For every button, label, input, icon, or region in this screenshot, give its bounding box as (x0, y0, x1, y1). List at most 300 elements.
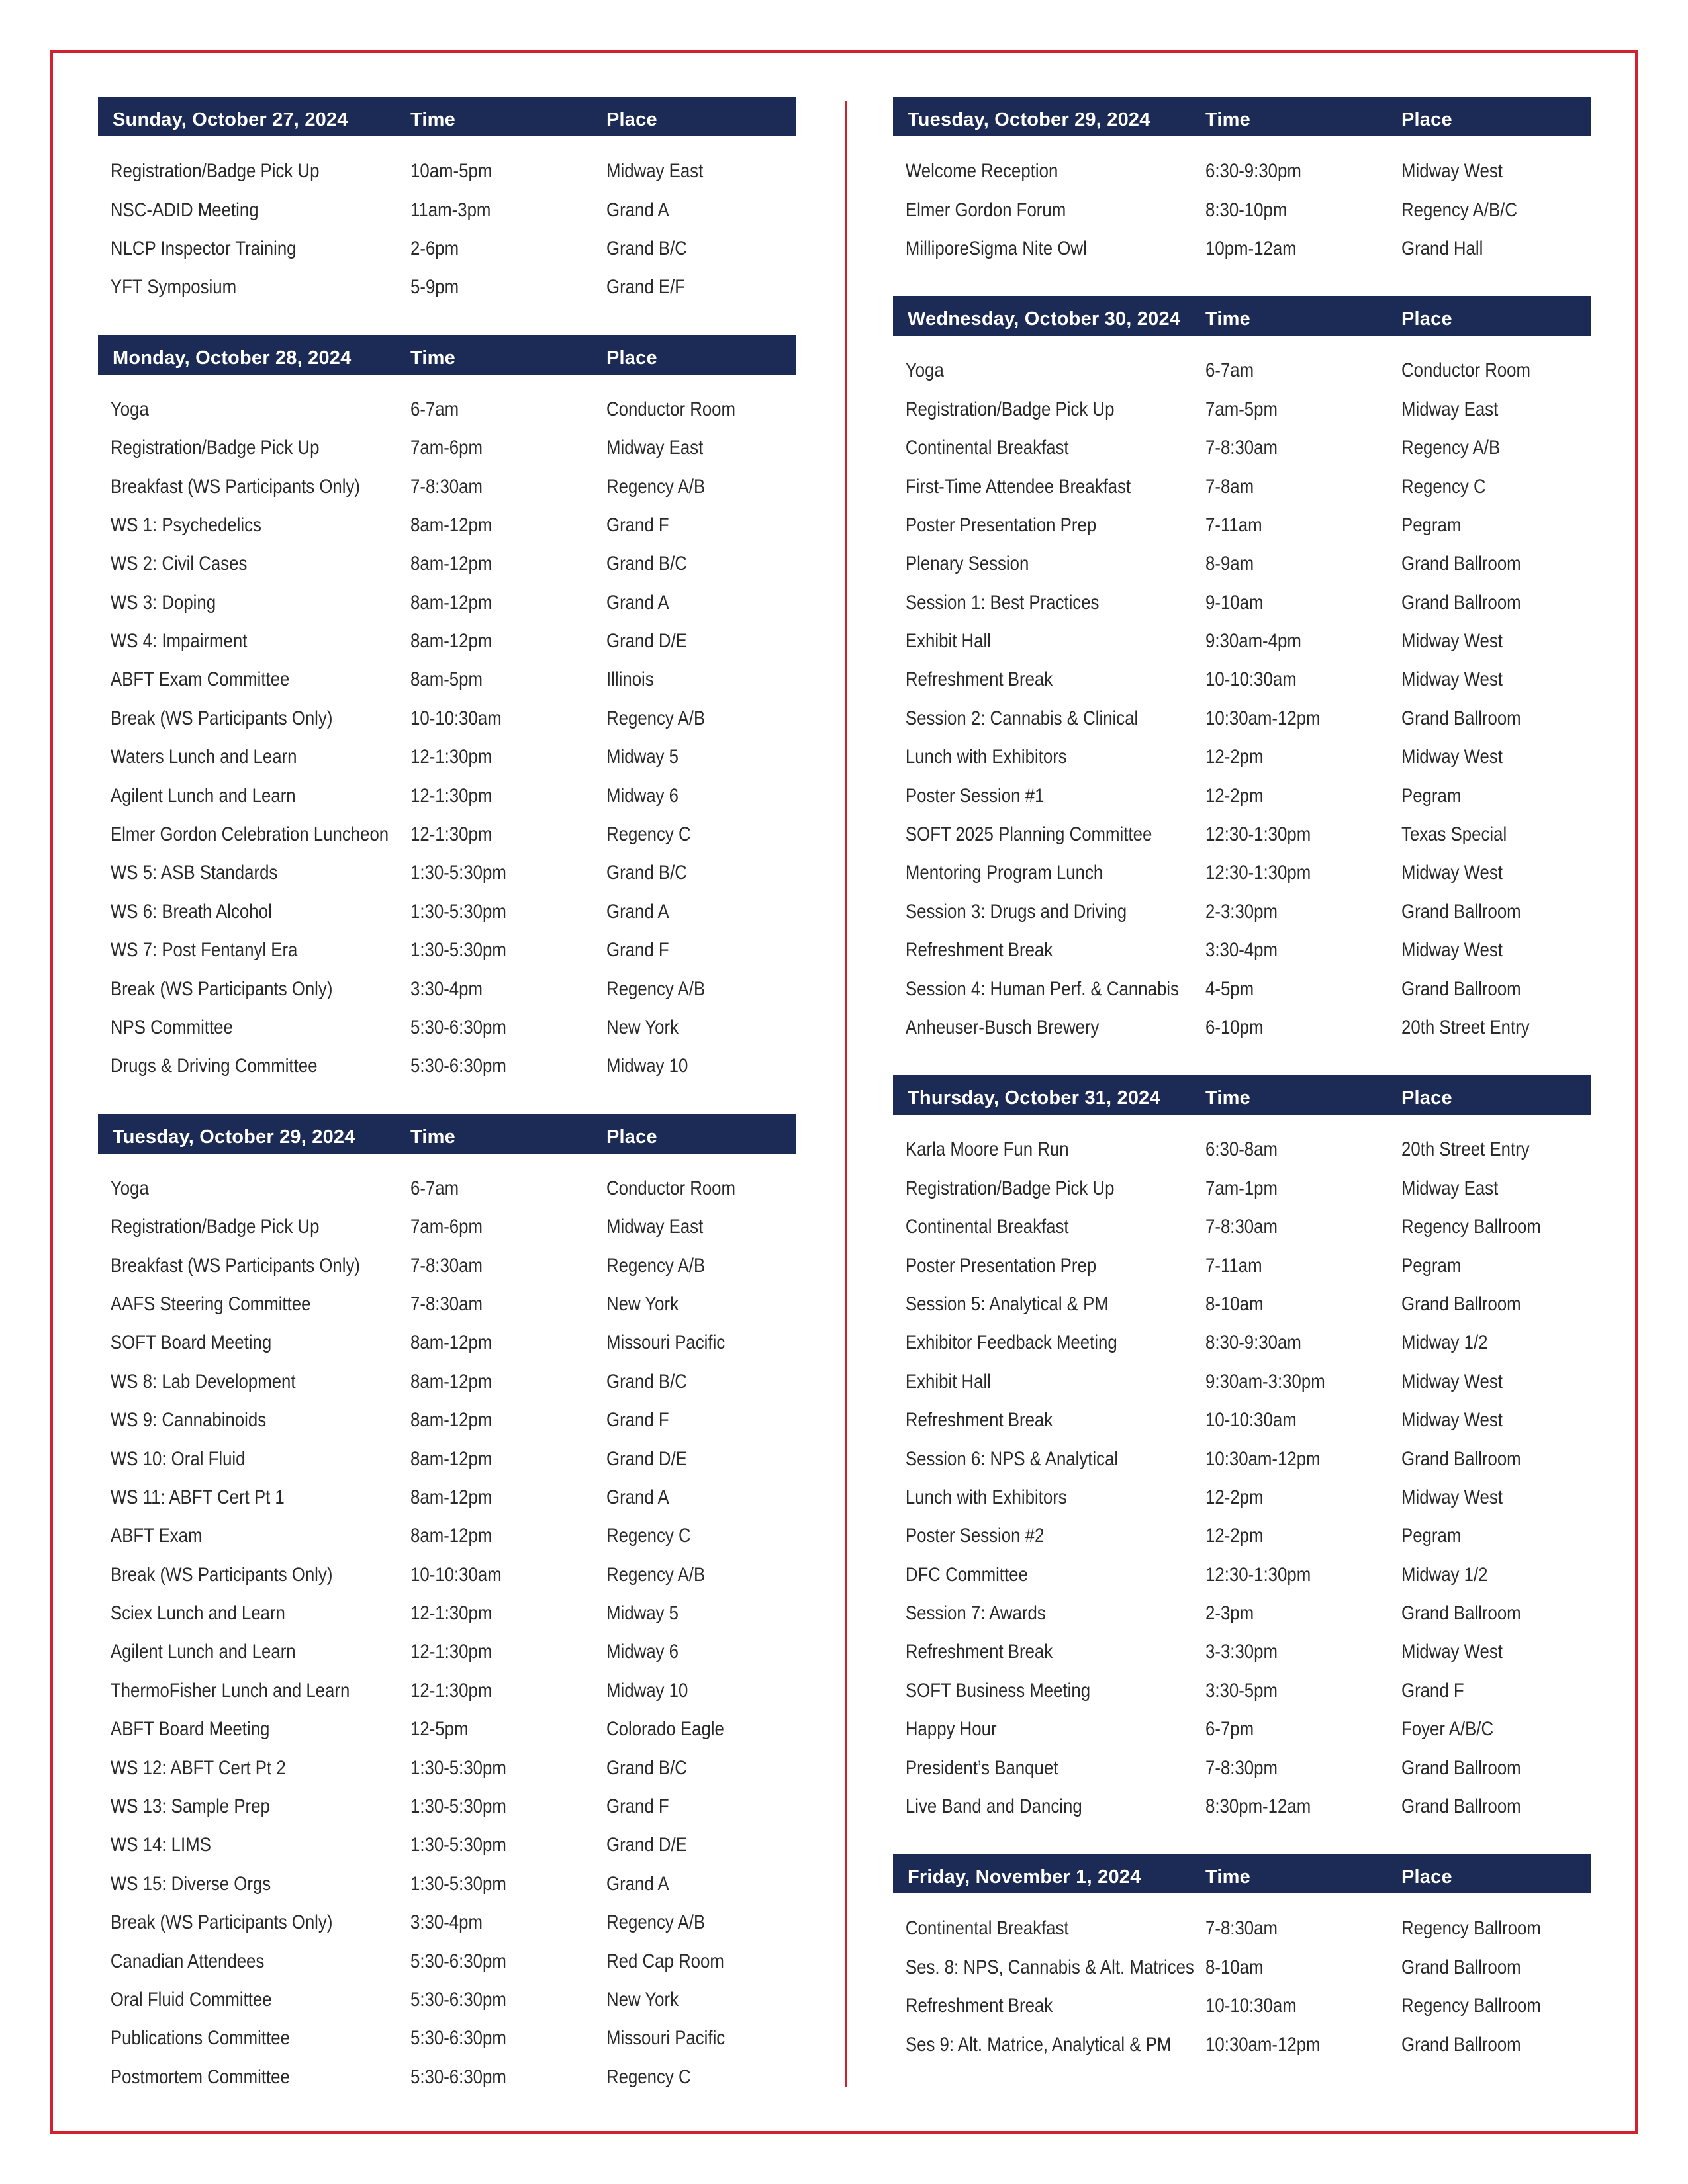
event-place: Grand Ballroom (1401, 707, 1521, 729)
event-time: 8am-12pm (410, 1332, 492, 1354)
event-time: 1:30-5:30pm (410, 862, 506, 884)
schedule-row (98, 1594, 796, 1633)
schedule-day-section (98, 1114, 796, 2097)
event-time: 6-7am (410, 398, 459, 420)
event-place: 20th Street Entry (1401, 1017, 1530, 1038)
event-name: Ses. 8: NPS, Cannabis & Alt. Matrices (905, 1956, 1194, 1978)
schedule-row (98, 191, 796, 229)
schedule-day-section (893, 296, 1591, 1047)
event-name: Agilent Lunch and Learn (110, 1641, 296, 1663)
schedule-row (893, 1556, 1591, 1594)
event-time: 12:30-1:30pm (1205, 862, 1311, 884)
event-time: 12-2pm (1205, 1525, 1264, 1547)
event-place: Grand A (606, 1486, 669, 1508)
place-column-header: Place (606, 1126, 657, 1148)
schedule-row (98, 660, 796, 699)
event-place: Regency A/B/C (1401, 199, 1517, 221)
event-name: Karla Moore Fun Run (905, 1138, 1069, 1161)
schedule-row (98, 1556, 796, 1594)
event-place: Midway West (1401, 862, 1503, 884)
event-name: SOFT Board Meeting (110, 1332, 272, 1354)
event-name: SOFT Business Meeting (905, 1679, 1091, 1702)
event-time: 5-9pm (410, 276, 459, 298)
schedule-row (893, 2025, 1591, 2064)
event-place: Midway East (1401, 398, 1499, 420)
schedule-row (98, 622, 796, 660)
schedule-row (893, 1633, 1591, 1671)
event-time: 10:30am-12pm (1205, 1447, 1321, 1470)
event-time: 8am-5pm (410, 668, 483, 691)
event-name: Happy Hour (905, 1718, 997, 1741)
event-time: 1:30-5:30pm (410, 1756, 506, 1779)
event-name: Exhibit Hall (905, 1370, 991, 1392)
event-place: Grand Ballroom (1401, 1756, 1521, 1779)
schedule-row (98, 1439, 796, 1478)
event-time: 8am-12pm (410, 1409, 492, 1432)
event-place: Midway 5 (606, 1602, 679, 1625)
event-name: Anheuser-Busch Brewery (905, 1017, 1100, 1038)
event-name: Session 1: Best Practices (905, 591, 1100, 614)
event-name: Session 4: Human Perf. & Cannabis (905, 978, 1179, 1000)
event-time: 7am-6pm (410, 1216, 483, 1238)
schedule-day-section (893, 97, 1591, 268)
event-time: 10-10:30am (1205, 1409, 1297, 1432)
event-time: 7-8am (1205, 475, 1254, 498)
event-time: 8am-12pm (410, 1447, 492, 1470)
event-place: New York (606, 1293, 679, 1315)
event-place: Grand D/E (606, 1834, 687, 1856)
event-place: Missouri Pacific (606, 2027, 726, 2050)
event-time: 8:30-10pm (1205, 199, 1288, 221)
event-name: Continental Breakfast (905, 437, 1069, 459)
schedule-row (893, 1749, 1591, 1787)
schedule-row (98, 268, 796, 306)
schedule-row (893, 1401, 1591, 1439)
event-time: 7am-1pm (1205, 1177, 1278, 1199)
schedule-row (98, 738, 796, 776)
event-place: Pegram (1401, 1525, 1462, 1547)
event-place: Grand Ballroom (1401, 900, 1521, 923)
time-column-header: Time (410, 347, 455, 369)
event-name: Registration/Badge Pick Up (110, 437, 320, 459)
event-time: 8:30-9:30am (1205, 1332, 1301, 1354)
event-place: Regency A/B (606, 707, 706, 729)
event-place: Grand F (606, 1409, 669, 1432)
event-place: Midway East (606, 160, 704, 183)
schedule-row (98, 1517, 796, 1555)
event-place: Grand F (606, 1796, 669, 1818)
event-name: Session 3: Drugs and Driving (905, 900, 1127, 923)
event-time: 3:30-4pm (410, 978, 483, 1000)
schedule-row (98, 390, 796, 429)
event-time: 8-10am (1205, 1293, 1264, 1315)
event-name: Refreshment Break (905, 1409, 1053, 1432)
schedule-row (98, 1047, 796, 1085)
schedule-row (893, 152, 1591, 191)
schedule-row (893, 660, 1591, 699)
event-time: 6:30-8am (1205, 1138, 1278, 1161)
schedule-row (893, 622, 1591, 660)
day-header (98, 335, 796, 375)
event-place: Midway West (1401, 746, 1503, 768)
event-name: ABFT Exam Committee (110, 668, 290, 691)
schedule-row (893, 1363, 1591, 1401)
event-place: New York (606, 1017, 679, 1038)
event-name: Refreshment Break (905, 668, 1053, 691)
schedule-row (893, 545, 1591, 583)
place-column-header: Place (1401, 308, 1452, 330)
day-header (893, 1854, 1591, 1893)
schedule-row (893, 854, 1591, 892)
schedule-row (893, 970, 1591, 1008)
day-header (98, 97, 796, 136)
event-time: 8am-12pm (410, 630, 492, 653)
event-name: Waters Lunch and Learn (110, 746, 297, 768)
event-place: Midway West (1401, 160, 1503, 183)
event-name: Postmortem Committee (110, 2066, 290, 2088)
event-name: WS 4: Impairment (110, 630, 248, 653)
event-place: Regency A/B (606, 1911, 706, 1934)
event-time: 12-1:30pm (410, 784, 492, 807)
event-name: Agilent Lunch and Learn (110, 784, 296, 807)
schedule-row (893, 1517, 1591, 1555)
time-column-header: Time (1205, 1087, 1250, 1109)
event-place: Grand F (1401, 1679, 1464, 1702)
event-place: Midway West (1401, 1641, 1503, 1663)
event-time: 2-3pm (1205, 1602, 1254, 1625)
schedule-row (98, 1285, 796, 1324)
event-time: 12-1:30pm (410, 1679, 492, 1702)
event-place: Regency C (1401, 475, 1486, 498)
event-name: WS 5: ASB Standards (110, 862, 278, 884)
schedule-row (893, 1324, 1591, 1362)
day-title: Tuesday, October 29, 2024 (113, 1126, 355, 1148)
event-name: WS 7: Post Fentanyl Era (110, 939, 298, 962)
day-title: Friday, November 1, 2024 (908, 1866, 1141, 1888)
schedule-row (98, 893, 796, 931)
event-name: Session 7: Awards (905, 1602, 1046, 1625)
event-place: Conductor Room (606, 1177, 736, 1199)
event-time: 12-5pm (410, 1718, 469, 1741)
place-column-header: Place (606, 347, 657, 369)
schedule-row (98, 1710, 796, 1749)
schedule-day-section (893, 1075, 1591, 1826)
event-time: 12:30-1:30pm (1205, 1563, 1311, 1586)
schedule-row (893, 700, 1591, 738)
event-time: 3:30-5pm (1205, 1679, 1278, 1702)
day-title: Wednesday, October 30, 2024 (908, 308, 1181, 330)
event-place: Midway West (1401, 630, 1503, 653)
time-column-header: Time (1205, 109, 1250, 130)
event-name: Break (WS Participants Only) (110, 707, 333, 729)
day-header (893, 296, 1591, 336)
event-time: 4-5pm (1205, 978, 1254, 1000)
event-place: Midway 5 (606, 746, 679, 768)
schedule-row (893, 1479, 1591, 1517)
event-name: WS 15: Diverse Orgs (110, 1872, 271, 1895)
event-time: 2-6pm (410, 237, 459, 259)
schedule-row (98, 1826, 796, 1864)
event-time: 8:30pm-12am (1205, 1796, 1311, 1818)
event-place: Midway West (1401, 939, 1503, 962)
event-place: Grand Ballroom (1401, 1293, 1521, 1315)
event-name: Oral Fluid Committee (110, 1988, 272, 2011)
schedule-row (893, 1710, 1591, 1749)
schedule-row (893, 1130, 1591, 1169)
event-name: YFT Symposium (110, 276, 237, 298)
event-name: Break (WS Participants Only) (110, 1911, 333, 1934)
event-name: ThermoFisher Lunch and Learn (110, 1679, 350, 1702)
event-place: Grand Ballroom (1401, 1796, 1521, 1818)
event-time: 12-1:30pm (410, 1602, 492, 1625)
event-place: Midway West (1401, 668, 1503, 691)
event-time: 8am-12pm (410, 1370, 492, 1392)
schedule-row (98, 815, 796, 854)
schedule-row (893, 738, 1591, 776)
event-place: Pegram (1401, 514, 1462, 536)
event-place: Regency Ballroom (1401, 1917, 1541, 1940)
event-name: WS 10: Oral Fluid (110, 1447, 246, 1470)
event-name: NLCP Inspector Training (110, 237, 297, 259)
event-time: 8am-12pm (410, 514, 492, 536)
schedule-row (98, 429, 796, 467)
time-column-header: Time (410, 1126, 455, 1148)
event-time: 12:30-1:30pm (1205, 823, 1311, 846)
schedule-column-right (893, 97, 1591, 2092)
event-time: 9:30am-3:30pm (1205, 1370, 1325, 1392)
event-name: Continental Breakfast (905, 1917, 1069, 1940)
event-place: Regency C (606, 2066, 691, 2088)
schedule-row (98, 1865, 796, 1903)
event-time: 5:30-6:30pm (410, 1055, 506, 1077)
column-divider (845, 101, 847, 2087)
schedule-row (893, 584, 1591, 622)
event-time: 10-10:30am (1205, 668, 1297, 691)
event-name: Continental Breakfast (905, 1216, 1069, 1238)
event-place: Colorado Eagle (606, 1718, 724, 1741)
event-name: WS 13: Sample Prep (110, 1796, 270, 1818)
schedule-row (98, 1246, 796, 1285)
event-place: Midway 1/2 (1401, 1332, 1488, 1354)
schedule-row (893, 1788, 1591, 1826)
schedule-row (98, 1788, 796, 1826)
event-name: WS 8: Lab Development (110, 1370, 296, 1392)
event-name: Refreshment Break (905, 939, 1053, 962)
event-name: Elmer Gordon Celebration Luncheon (110, 823, 389, 846)
event-time: 7-8:30am (410, 475, 483, 498)
event-name: Breakfast (WS Participants Only) (110, 1254, 361, 1277)
event-place: Midway West (1401, 1409, 1503, 1432)
event-place: Texas Special (1401, 823, 1507, 846)
schedule-row (893, 815, 1591, 854)
time-column-header: Time (410, 109, 455, 130)
event-place: Grand Ballroom (1401, 1956, 1521, 1978)
event-time: 8am-12pm (410, 1486, 492, 1508)
event-place: Grand Ballroom (1401, 1447, 1521, 1470)
schedule-row (98, 1169, 796, 1208)
event-place: Midway 6 (606, 1641, 679, 1663)
event-place: Midway 6 (606, 784, 679, 807)
place-column-header: Place (606, 109, 657, 130)
event-name: WS 6: Breath Alcohol (110, 900, 272, 923)
schedule-row (893, 230, 1591, 268)
event-time: 1:30-5:30pm (410, 939, 506, 962)
event-name: Refreshment Break (905, 1641, 1053, 1663)
schedule-row (893, 1246, 1591, 1285)
schedule-row (98, 1401, 796, 1439)
event-time: 7-8:30am (1205, 1216, 1278, 1238)
event-name: Registration/Badge Pick Up (905, 398, 1115, 420)
day-title: Monday, October 28, 2024 (113, 347, 352, 369)
event-name: AAFS Steering Committee (110, 1293, 311, 1315)
event-place: Midway East (606, 1216, 704, 1238)
event-name: WS 12: ABFT Cert Pt 2 (110, 1756, 286, 1779)
event-name: Registration/Badge Pick Up (905, 1177, 1115, 1199)
event-time: 8-10am (1205, 1956, 1264, 1978)
event-place: Grand B/C (606, 1756, 687, 1779)
event-place: Illinois (606, 668, 654, 691)
event-time: 6:30-9:30pm (1205, 160, 1301, 183)
event-time: 1:30-5:30pm (410, 1796, 506, 1818)
schedule-row (893, 390, 1591, 429)
event-time: 10am-5pm (410, 160, 492, 183)
event-place: Midway East (1401, 1177, 1499, 1199)
event-time: 12-2pm (1205, 784, 1264, 807)
event-name: Yoga (905, 359, 944, 382)
event-name: Registration/Badge Pick Up (110, 160, 320, 183)
schedule-row (98, 1942, 796, 1980)
event-name: Poster Presentation Prep (905, 514, 1097, 536)
event-name: Break (WS Participants Only) (110, 978, 333, 1000)
event-time: 7-11am (1205, 514, 1262, 536)
day-title: Tuesday, October 29, 2024 (908, 109, 1150, 130)
event-time: 12-1:30pm (410, 746, 492, 768)
event-name: Session 2: Cannabis & Clinical (905, 707, 1139, 729)
event-name: SOFT 2025 Planning Committee (905, 823, 1152, 846)
event-place: Grand Ballroom (1401, 1602, 1521, 1625)
event-name: Exhibitor Feedback Meeting (905, 1332, 1117, 1354)
event-name: WS 2: Civil Cases (110, 553, 248, 575)
schedule-row (893, 893, 1591, 931)
event-place: Grand Ballroom (1401, 553, 1521, 575)
event-name: Yoga (110, 398, 149, 420)
event-place: Foyer A/B/C (1401, 1718, 1494, 1741)
schedule-row (893, 1009, 1591, 1047)
schedule-row (98, 2058, 796, 2097)
event-time: 7-8:30am (410, 1293, 483, 1315)
event-time: 12-1:30pm (410, 823, 492, 846)
event-place: Midway West (1401, 1486, 1503, 1508)
event-place: Regency A/B (606, 1254, 706, 1277)
event-time: 7-8:30am (410, 1254, 483, 1277)
schedule-row (98, 1208, 796, 1246)
event-place: Regency C (606, 823, 691, 846)
event-place: Grand Hall (1401, 237, 1483, 259)
schedule-row (893, 776, 1591, 815)
schedule-row (98, 230, 796, 268)
schedule-row (98, 545, 796, 583)
event-time: 9-10am (1205, 591, 1264, 614)
event-name: NSC-ADID Meeting (110, 199, 259, 221)
event-time: 7am-5pm (1205, 398, 1278, 420)
event-place: Grand A (606, 199, 669, 221)
event-place: Pegram (1401, 784, 1462, 807)
place-column-header: Place (1401, 109, 1452, 130)
event-place: Midway 10 (606, 1679, 688, 1702)
schedule-row (98, 467, 796, 506)
event-place: New York (606, 1988, 679, 2011)
event-place: Grand Ballroom (1401, 591, 1521, 614)
schedule-row (893, 1594, 1591, 1633)
day-header (893, 1075, 1591, 1115)
schedule-row (98, 506, 796, 545)
event-place: Red Cap Room (606, 1950, 724, 1972)
schedule-day-section (893, 1854, 1591, 2064)
day-title: Sunday, October 27, 2024 (113, 109, 348, 130)
event-time: 3-3:30pm (1205, 1641, 1278, 1663)
event-name: Ses 9: Alt. Matrice, Analytical & PM (905, 2033, 1172, 2056)
place-column-header: Place (1401, 1866, 1452, 1888)
schedule-row (893, 191, 1591, 229)
schedule-row (98, 931, 796, 970)
schedule-row (893, 1439, 1591, 1478)
schedule-row (893, 351, 1591, 390)
event-time: 5:30-6:30pm (410, 2027, 506, 2050)
schedule-row (98, 1981, 796, 2019)
event-time: 5:30-6:30pm (410, 1988, 506, 2011)
event-time: 9:30am-4pm (1205, 630, 1301, 653)
schedule-row (98, 776, 796, 815)
schedule-row (893, 1987, 1591, 2025)
event-place: Grand A (606, 1872, 669, 1895)
event-place: Midway 10 (606, 1055, 688, 1077)
event-place: Grand B/C (606, 237, 687, 259)
event-place: Grand A (606, 900, 669, 923)
schedule-row (98, 1479, 796, 1517)
event-time: 12-2pm (1205, 746, 1264, 768)
schedule-row (98, 1363, 796, 1401)
event-time: 2-3:30pm (1205, 900, 1278, 923)
event-place: Regency C (606, 1525, 691, 1547)
event-time: 6-7am (1205, 359, 1254, 382)
event-name: WS 11: ABFT Cert Pt 1 (110, 1486, 285, 1508)
event-name: WS 3: Doping (110, 591, 216, 614)
event-name: ABFT Exam (110, 1525, 203, 1547)
schedule-row (98, 152, 796, 191)
event-place: Pegram (1401, 1254, 1462, 1277)
event-place: Midway West (1401, 1370, 1503, 1392)
event-time: 8-9am (1205, 553, 1254, 575)
event-name: Canadian Attendees (110, 1950, 265, 1972)
event-time: 10:30am-12pm (1205, 707, 1321, 729)
event-name: Poster Session #2 (905, 1525, 1045, 1547)
schedule-row (98, 1672, 796, 1710)
event-name: Session 5: Analytical & PM (905, 1293, 1109, 1315)
event-place: Missouri Pacific (606, 1332, 726, 1354)
event-time: 10-10:30am (410, 707, 502, 729)
event-name: Registration/Badge Pick Up (110, 1216, 320, 1238)
schedule-row (98, 970, 796, 1008)
event-time: 8am-12pm (410, 1525, 492, 1547)
event-name: Exhibit Hall (905, 630, 991, 653)
event-place: Conductor Room (1401, 359, 1531, 382)
event-place: Regency A/B (1401, 437, 1501, 459)
schedule-row (893, 1208, 1591, 1246)
event-time: 3:30-4pm (1205, 939, 1278, 962)
schedule-row (893, 1285, 1591, 1324)
place-column-header: Place (1401, 1087, 1452, 1109)
event-name: ABFT Board Meeting (110, 1718, 270, 1741)
